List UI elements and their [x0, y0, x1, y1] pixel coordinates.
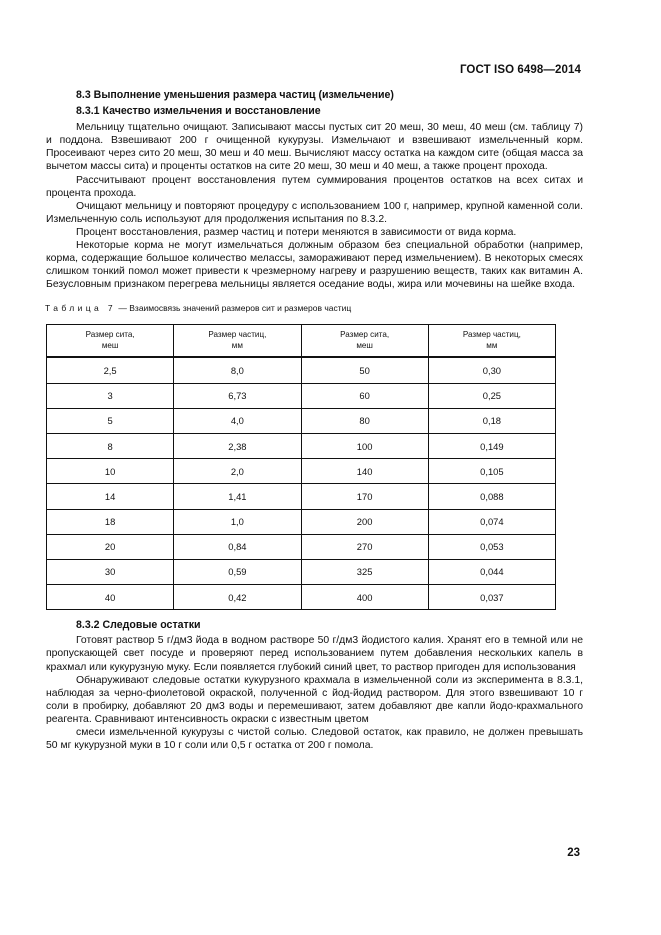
table-cell: 80: [301, 408, 428, 433]
paragraph: Готовят раствор 5 г/дм3 йода в водном растворе 50 г/дм3 йодистого калия. Хранят его в темной или не пропускающей свет посуде и проверяют перед использованием путем добавления нескольких капель в крахмал или кукурузную муку. Если появляется глубокий синий цвет, то раствор пригоден для использования: [46, 635, 583, 673]
table-cell: 0,42: [174, 585, 301, 610]
header-sieve-size-2: Размер сита, меш: [301, 325, 428, 358]
table-row: [47, 408, 556, 433]
table-cell: 0,30: [428, 357, 555, 383]
table-cell: 1,41: [174, 484, 301, 509]
table-cell: 8: [47, 433, 174, 458]
table-cell: 18: [47, 509, 174, 534]
section-title: 8.3 Выполнение уменьшения размера частиц (измельчение): [76, 89, 394, 101]
table-cell: 4,0: [174, 408, 301, 433]
table-cell: 50: [301, 357, 428, 383]
table-cell: 60: [301, 383, 428, 408]
header-particle-size-2: Размер частиц, мм: [428, 325, 555, 358]
table-row: [47, 459, 556, 484]
table-cell: 0,044: [428, 559, 555, 584]
table-cell: 2,0: [174, 459, 301, 484]
table-cell: 0,053: [428, 534, 555, 559]
table-cell: 0,074: [428, 509, 555, 534]
table-cell: 0,59: [174, 559, 301, 584]
subsection-title-8-3-2: 8.3.2 Следовые остатки: [76, 619, 201, 632]
table-row: [47, 484, 556, 509]
table-row: [47, 534, 556, 559]
table-caption: [45, 303, 583, 314]
sieve-size-table: [46, 324, 556, 610]
table-cell: 400: [301, 585, 428, 610]
paragraph: смеси измельченной кукурузы с чистой солью. Следовой остаток, как правило, не должен превышать 50 мг кукурузной муки в 10 г соли или 0,5 г остатка от 200 г помола.: [46, 727, 583, 752]
table-cell: 325: [301, 559, 428, 584]
table-cell: 1,0: [174, 509, 301, 534]
paragraph: Мельницу тщательно очищают. Записывают массы пустых сит 20 меш, 30 меш, 40 меш (см. таблицу 7) и поддона. Взвешивают 200 г очищенной кукурузы. Измельчают и взвешивают измельченный корм. Просеивают через сито 20 меш, 30 меш и 40 меш. Вычисляют массу остатка на каждом сите (общая масса за вычетом массы сита) и проценты остатков на сите 20 меш, 30 меш и 40 меш, а также процент прохода.: [46, 122, 583, 173]
table-row: [47, 585, 556, 610]
table-cell: 0,149: [428, 433, 555, 458]
table-cell: 0,25: [428, 383, 555, 408]
table-cell: 0,84: [174, 534, 301, 559]
table-cell: 30: [47, 559, 174, 584]
page-number: 23: [567, 847, 580, 859]
table-cell: 170: [301, 484, 428, 509]
table-cell: 3: [47, 383, 174, 408]
table-caption-text: — Взаимосвязь значений размеров сит и размеров частиц: [116, 303, 352, 314]
paragraph: Процент восстановления, размер частиц и потери меняются в зависимости от вида корма.: [76, 226, 517, 238]
table-cell: 6,73: [174, 383, 301, 408]
table-row: [47, 383, 556, 408]
table-row: [47, 357, 556, 383]
table-cell: 200: [301, 509, 428, 534]
paragraph: Обнаруживают следовые остатки кукурузного крахмала в измельченной соли из эксперимента в 8.3.1, наблюдая за черно-фиолетовой окраской, полученной с йод-йодид раствором. Для этого взвешивают 10 г соли в пробирку, добавляют 20 дм3 воды и перемешивают, затем добавляют две капли йодо-крахмального реагента. Сравнивают интенсивность окраски с известным цветом: [46, 674, 583, 725]
paragraph: Некоторые корма не могут измельчаться должным образом без специальной обработки (например, корма, содержащие большое количество мелассы, замораживают перед измельчением). В некоторых смесях слишком тонкий помол может привести к чрезмерному нагреву и разрушению веществ, таких как витамин А. Безусловным признаком перегрева мельницы является оседание воды, жира или мочевины на шейке входа.: [46, 240, 583, 291]
document-code: ГОСТ ISO 6498—2014: [459, 64, 581, 76]
table-header-row: [47, 325, 556, 358]
table-caption-label: Таблица 7: [45, 303, 117, 314]
table-cell: 10: [47, 459, 174, 484]
table-cell: 0,18: [428, 408, 555, 433]
table-cell: 5: [47, 408, 174, 433]
table-cell: 270: [301, 534, 428, 559]
table-cell: 20: [47, 534, 174, 559]
table-cell: 2,5: [47, 357, 174, 383]
table-cell: 0,037: [428, 585, 555, 610]
table-row: [47, 559, 556, 584]
table-cell: 100: [301, 433, 428, 458]
table-cell: 8,0: [174, 357, 301, 383]
table-cell: 14: [47, 484, 174, 509]
table-row: [47, 433, 556, 458]
paragraph: Рассчитывают процент восстановления путем суммирования процентов остатков на всех ситах и процента прохода.: [46, 174, 583, 199]
table-cell: 140: [301, 459, 428, 484]
table-cell: 2,38: [174, 433, 301, 458]
table-cell: 40: [47, 585, 174, 610]
paragraph: Очищают мельницу и повторяют процедуру с использованием 100 г, например, крупной каменной соли. Измельченную соль используют для продолжения испытания по 8.3.2.: [46, 200, 583, 225]
page-content: [46, 89, 583, 752]
table-cell: 0,088: [428, 484, 555, 509]
table-body: [47, 357, 556, 609]
header-sieve-size-1: Размер сита, меш: [47, 325, 174, 358]
subsection-title-8-3-1: 8.3.1 Качество измельчения и восстановление: [76, 105, 321, 118]
header-particle-size-1: Размер частиц, мм: [174, 325, 301, 358]
table-row: [47, 509, 556, 534]
table-cell: 0,105: [428, 459, 555, 484]
